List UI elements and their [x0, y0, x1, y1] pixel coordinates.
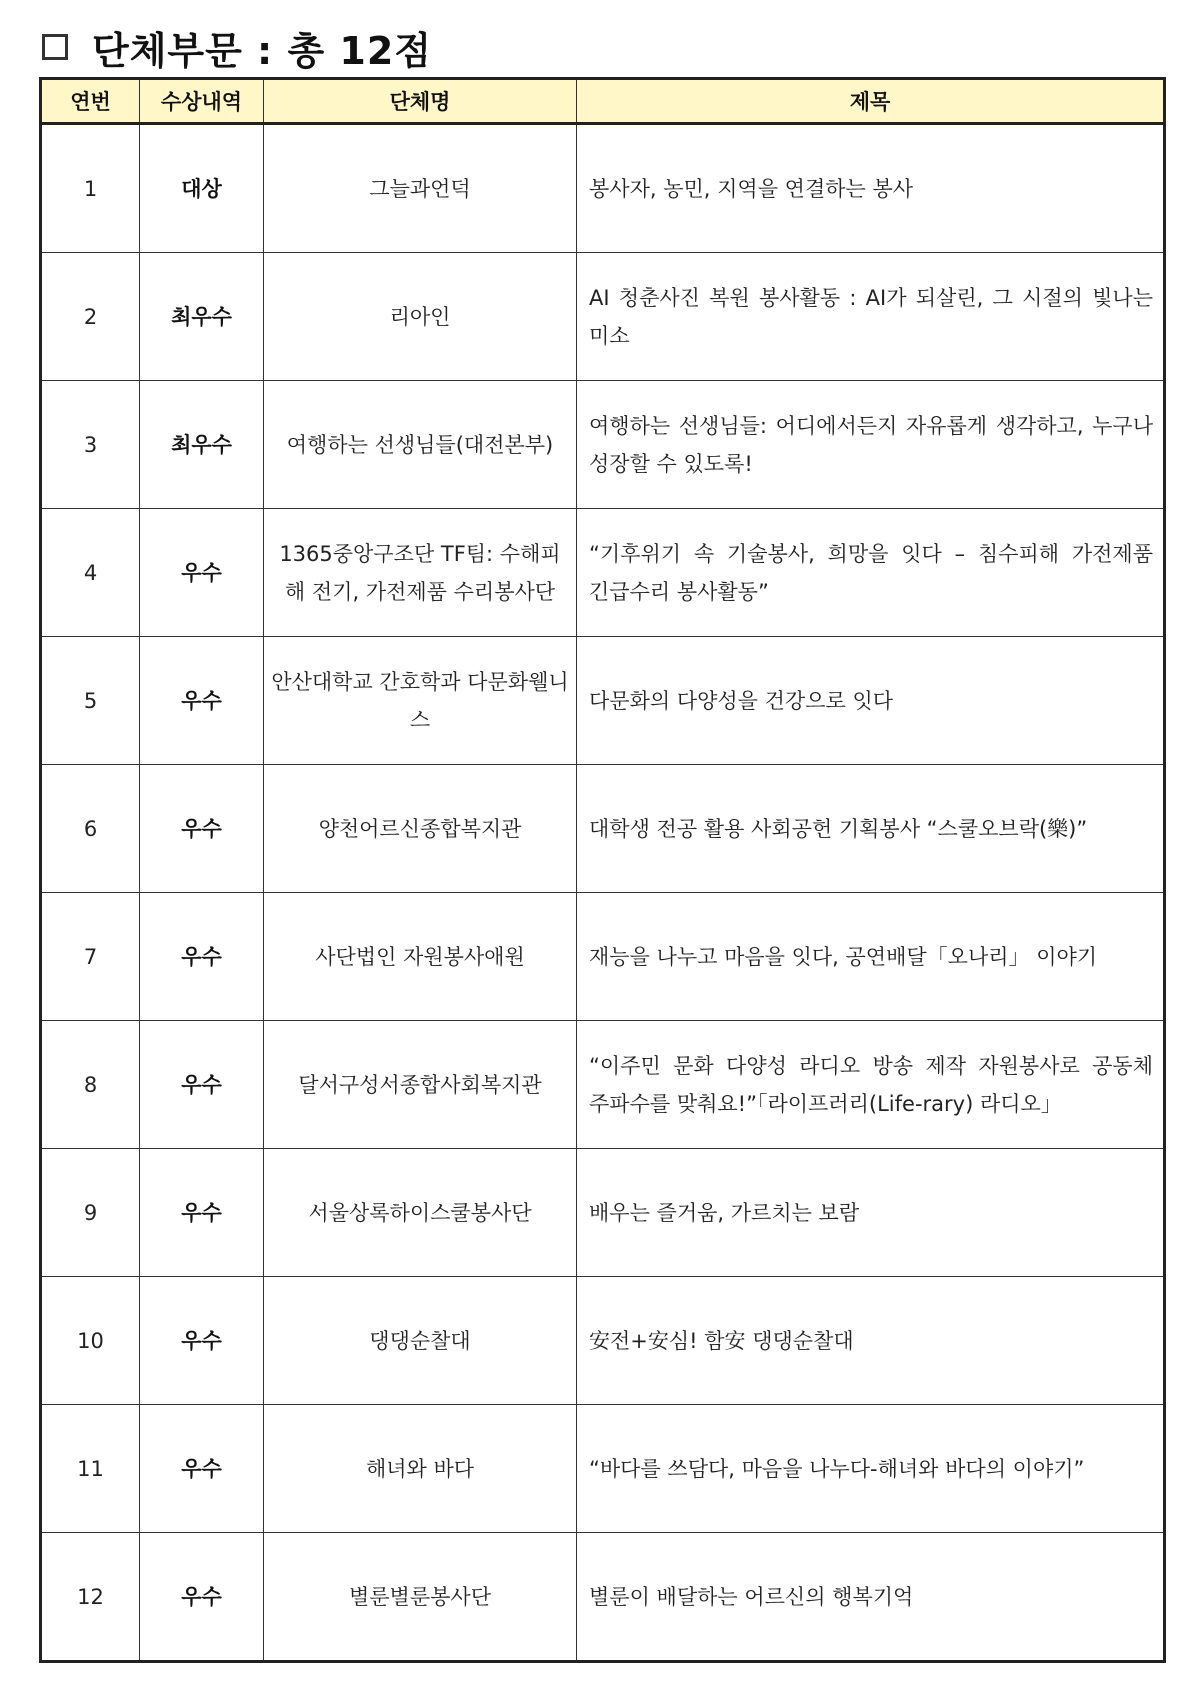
row-title: 봉사자, 농민, 지역을 연결하는 봉사 [577, 124, 1165, 253]
row-number: 2 [41, 253, 140, 381]
row-number: 7 [41, 893, 140, 1021]
row-organization: 안산대학교 간호학과 다문화웰니스 [264, 637, 577, 765]
table-row [41, 1405, 1165, 1533]
row-number: 3 [41, 381, 140, 509]
row-organization: 여행하는 선생님들(대전본부) [264, 381, 577, 509]
row-number: 10 [41, 1277, 140, 1405]
row-award: 대상 [140, 124, 264, 253]
checkbox-icon [42, 34, 68, 60]
row-number: 4 [41, 509, 140, 637]
row-award: 우수 [140, 765, 264, 893]
table-row [41, 1021, 1165, 1149]
table-row [41, 1277, 1165, 1405]
table-row [41, 509, 1165, 637]
table-row [41, 637, 1165, 765]
row-number: 11 [41, 1405, 140, 1533]
section-heading [42, 22, 432, 72]
row-number: 9 [41, 1149, 140, 1277]
header-number: 연번 [41, 79, 140, 124]
table-row [41, 893, 1165, 1021]
header-award: 수상내역 [140, 79, 264, 124]
row-title: “이주민 문화 다양성 라디오 방송 제작 자원봉사로 공동체 주파수를 맞춰요!”「라이프러리(Life-rary) 라디오」 [577, 1021, 1165, 1149]
row-award: 우수 [140, 893, 264, 1021]
row-award: 최우수 [140, 253, 264, 381]
row-title: AI 청춘사진 복원 봉사활동 : AI가 되살린, 그 시절의 빛나는 미소 [577, 253, 1165, 381]
row-organization: 별룬별룬봉사단 [264, 1533, 577, 1662]
row-title: 재능을 나누고 마음을 잇다, 공연배달「오나리」 이야기 [577, 893, 1165, 1021]
table-row [41, 1533, 1165, 1662]
row-award: 우수 [140, 637, 264, 765]
table-row [41, 253, 1165, 381]
row-organization: 해녀와 바다 [264, 1405, 577, 1533]
row-organization: 1365중앙구조단 TF팀: 수해피해 전기, 가전제품 수리봉사단 [264, 509, 577, 637]
row-award: 우수 [140, 509, 264, 637]
section-title: 단체부문 : 총 12점 [92, 28, 433, 73]
row-number: 1 [41, 124, 140, 253]
row-title: 배우는 즐거움, 가르치는 보람 [577, 1149, 1165, 1277]
row-award: 우수 [140, 1149, 264, 1277]
row-award: 우수 [140, 1277, 264, 1405]
row-title: “바다를 쓰담다, 마음을 나누다-해녀와 바다의 이야기” [577, 1405, 1165, 1533]
row-title: 다문화의 다양성을 건강으로 잇다 [577, 637, 1165, 765]
row-award: 우수 [140, 1021, 264, 1149]
header-organization: 단체명 [264, 79, 577, 124]
row-organization: 리아인 [264, 253, 577, 381]
row-award: 우수 [140, 1533, 264, 1662]
table-row [41, 765, 1165, 893]
table-row [41, 124, 1165, 253]
row-title: 대학생 전공 활용 사회공헌 기획봉사 “스쿨오브락(樂)” [577, 765, 1165, 893]
row-number: 12 [41, 1533, 140, 1662]
row-number: 5 [41, 637, 140, 765]
row-award: 우수 [140, 1405, 264, 1533]
row-organization: 사단법인 자원봉사애원 [264, 893, 577, 1021]
awards-table [39, 77, 1166, 1663]
row-organization: 댕댕순찰대 [264, 1277, 577, 1405]
row-award: 최우수 [140, 381, 264, 509]
row-organization: 서울상록하이스쿨봉사단 [264, 1149, 577, 1277]
row-title: 별룬이 배달하는 어르신의 행복기억 [577, 1533, 1165, 1662]
table-row [41, 1149, 1165, 1277]
row-number: 6 [41, 765, 140, 893]
row-organization: 양천어르신종합복지관 [264, 765, 577, 893]
table-header-row [41, 79, 1165, 124]
header-title: 제목 [577, 79, 1165, 124]
row-number: 8 [41, 1021, 140, 1149]
table-row [41, 381, 1165, 509]
row-title: 여행하는 선생님들: 어디에서든지 자유롭게 생각하고, 누구나 성장할 수 있도록! [577, 381, 1165, 509]
row-title: 安전+安심! 함安 댕댕순찰대 [577, 1277, 1165, 1405]
row-title: “기후위기 속 기술봉사, 희망을 잇다 – 침수피해 가전제품 긴급수리 봉사활동” [577, 509, 1165, 637]
row-organization: 달서구성서종합사회복지관 [264, 1021, 577, 1149]
row-organization: 그늘과언덕 [264, 124, 577, 253]
